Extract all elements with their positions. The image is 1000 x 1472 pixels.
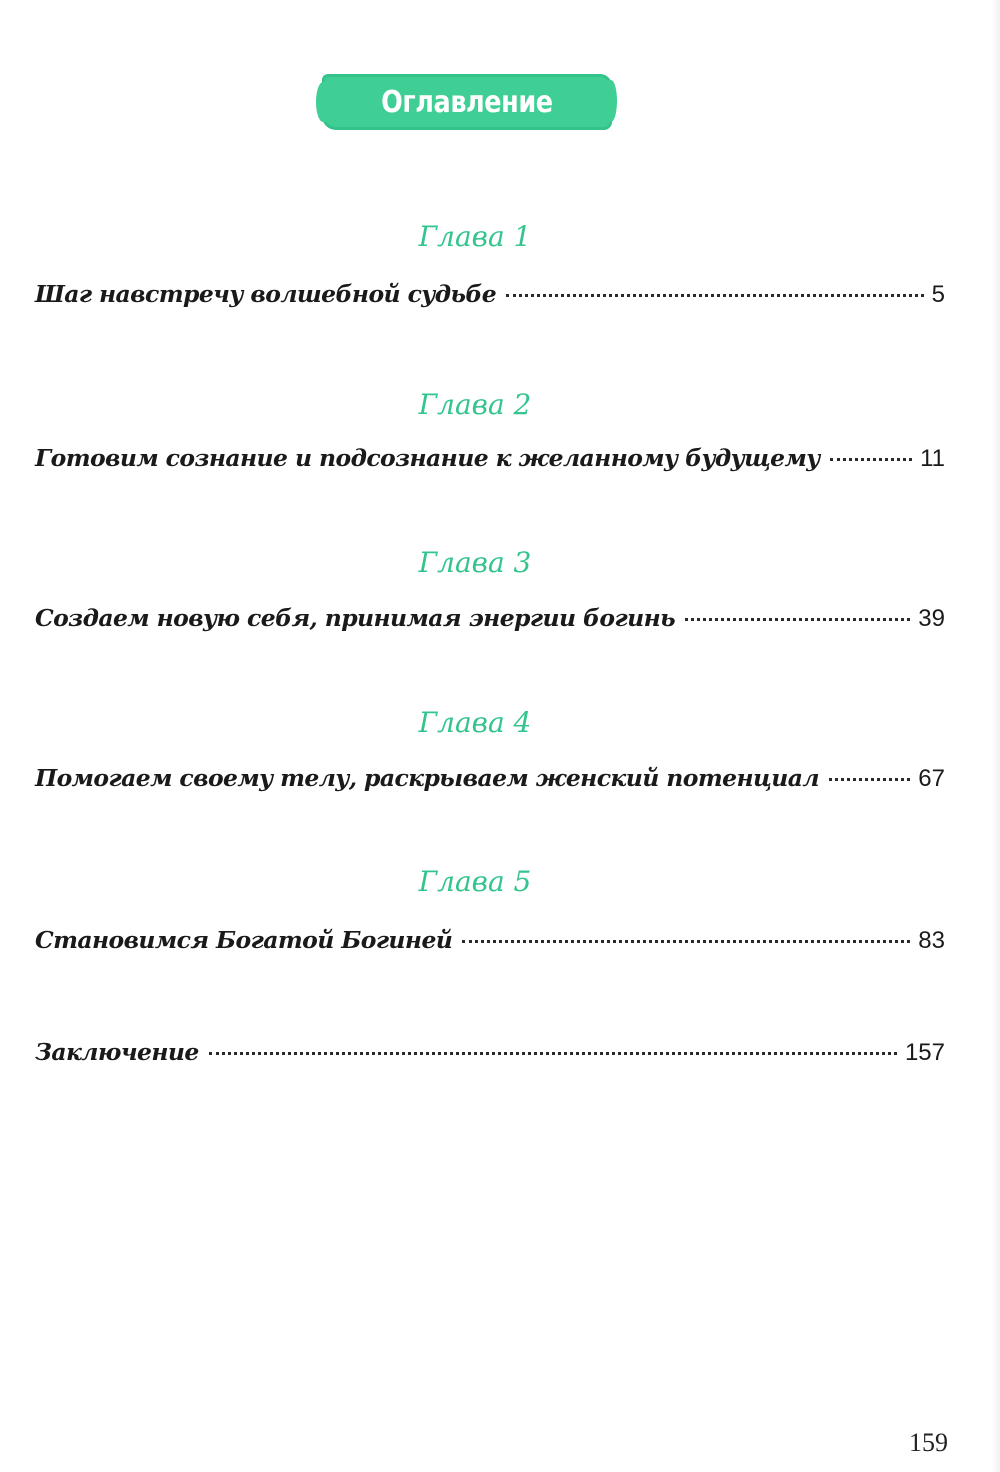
toc-title-banner	[322, 74, 612, 130]
toc-entry-page: 83	[918, 927, 945, 954]
toc-entry-title: Шаг навстречу волшебной судьбе	[35, 280, 497, 308]
dot-leader	[829, 778, 910, 781]
chapter-label-3: Глава 3	[418, 546, 532, 579]
toc-entry-chapter-4[interactable]	[35, 758, 945, 799]
toc-entry-title: Готовим сознание и подсознание к желанному будущему	[35, 444, 820, 472]
toc-entry-page: 157	[904, 1039, 945, 1066]
dot-leader	[209, 1052, 897, 1055]
toc-entry-page: 67	[918, 765, 945, 792]
chapter-label-2: Глава 2	[418, 388, 532, 421]
toc-title: Оглавление	[381, 84, 553, 120]
dot-leader	[685, 618, 910, 621]
toc-entry-page: 5	[931, 281, 945, 308]
chapter-label-5: Глава 5	[418, 865, 532, 898]
page-number: 159	[909, 1428, 948, 1457]
toc-entry-title: Помогаем своему телу, раскрываем женский потенциал	[35, 764, 819, 792]
dot-leader	[462, 940, 910, 943]
page-edge	[992, 0, 1000, 1472]
toc-entry-chapter-5[interactable]	[35, 920, 945, 961]
dot-leader	[506, 294, 924, 297]
chapter-label-1: Глава 1	[418, 220, 532, 253]
toc-entry-chapter-1[interactable]	[35, 274, 945, 315]
toc-entry-title: Заключение	[35, 1038, 199, 1066]
dot-leader	[830, 458, 912, 461]
toc-entry-chapter-2[interactable]	[35, 438, 945, 479]
toc-entry-page: 11	[920, 445, 945, 472]
toc-entry-chapter-3[interactable]	[35, 598, 945, 639]
chapter-label-4: Глава 4	[418, 706, 532, 739]
toc-entry-conclusion[interactable]	[35, 1032, 945, 1073]
toc-entry-title: Становимся Богатой Богиней	[35, 926, 453, 954]
toc-entry-title: Создаем новую себя, принимая энергии богинь	[35, 604, 676, 632]
toc-entry-page: 39	[918, 605, 945, 632]
